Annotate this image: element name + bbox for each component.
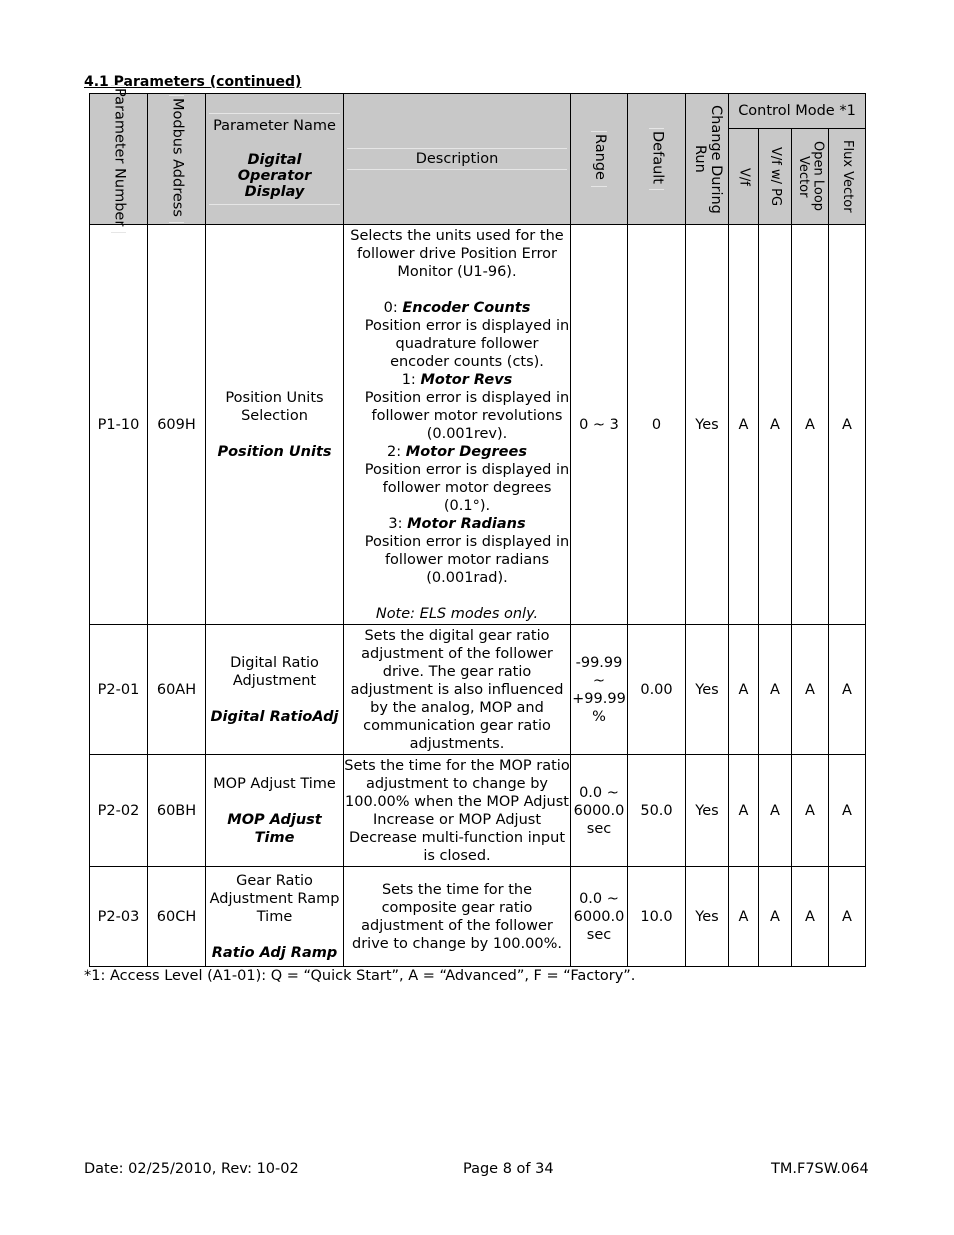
parameters-table — [89, 87, 866, 967]
cell-flux-vector: A — [829, 625, 866, 755]
header-range: Range — [571, 94, 628, 225]
cell-vf-pg: A — [759, 625, 792, 755]
cell-description: Sets the time for the MOP ratio adjustment to change by 100.00% when the MOP Adjust Increase or MOP Adjust Decrease multi-function input is closed. — [344, 755, 571, 867]
header-description: Description — [344, 94, 571, 225]
cell-flux-vector: A — [829, 225, 866, 625]
cell-param-number: P2-02 — [90, 755, 148, 867]
cell-param-name: Digital Ratio Adjustment Digital RatioAdj — [206, 625, 344, 755]
cell-description: Selects the units used for the follower drive Position Error Monitor (U1-96). 0: Encoder Counts Position error is displayed in quadrature follower encoder counts (cts). 1: Motor Revs Position error is displayed in follower motor revolutions (0.001rev). 2: Motor Degrees Position error is displayed in follower motor degrees (0.1°). 3: Motor Radians Position error is displayed in follower motor radians (0.001rad). Note: ELS modes only. — [344, 225, 571, 625]
section-title: 4.1 Parameters (continued) — [84, 74, 302, 90]
header-vf: V/f — [729, 129, 759, 225]
cell-change-during-run: Yes — [686, 625, 729, 755]
cell-vf-pg: A — [759, 755, 792, 867]
cell-open-loop-vector: A — [792, 867, 829, 967]
header-parameter-name: Parameter Name Digital Operator Display — [206, 94, 344, 225]
cell-modbus: 60AH — [148, 625, 206, 755]
cell-modbus: 609H — [148, 225, 206, 625]
cell-param-number: P2-01 — [90, 625, 148, 755]
cell-vf: A — [729, 867, 759, 967]
cell-vf: A — [729, 755, 759, 867]
cell-change-during-run: Yes — [686, 867, 729, 967]
cell-param-number: P1-10 — [90, 225, 148, 625]
header-control-mode: Control Mode *1 — [729, 94, 866, 129]
cell-default: 10.0 — [628, 867, 686, 967]
table-row — [90, 625, 866, 755]
cell-open-loop-vector: A — [792, 755, 829, 867]
header-change-during-run: Change During Run — [686, 94, 729, 225]
header-vf-pg: V/f w/ PG — [759, 129, 792, 225]
footnote: *1: Access Level (A1-01): Q = “Quick Start”, A = “Advanced”, F = “Factory”. — [84, 968, 636, 984]
cell-change-during-run: Yes — [686, 225, 729, 625]
cell-flux-vector: A — [829, 867, 866, 967]
cell-range: 0.0 ~ 6000.0 sec — [571, 867, 628, 967]
footer-date: Date: 02/25/2010, Rev: 10-02 — [84, 1161, 299, 1177]
header-row — [90, 94, 866, 129]
cell-description: Sets the time for the composite gear ratio adjustment of the follower drive to change by 100.00%. — [344, 867, 571, 967]
cell-vf: A — [729, 225, 759, 625]
table-row — [90, 225, 866, 625]
header-open-loop-vector: Open Loop Vector — [792, 129, 829, 225]
cell-param-name: MOP Adjust Time MOP Adjust Time — [206, 755, 344, 867]
cell-range: 0.0 ~ 6000.0 sec — [571, 755, 628, 867]
cell-modbus: 60BH — [148, 755, 206, 867]
cell-range: 0 ~ 3 — [571, 225, 628, 625]
footer-page-number: Page 8 of 34 — [463, 1161, 554, 1177]
cell-open-loop-vector: A — [792, 625, 829, 755]
cell-change-during-run: Yes — [686, 755, 729, 867]
table-row — [90, 867, 866, 967]
header-flux-vector: Flux Vector — [829, 129, 866, 225]
cell-vf-pg: A — [759, 867, 792, 967]
cell-default: 0 — [628, 225, 686, 625]
cell-vf-pg: A — [759, 225, 792, 625]
cell-param-name: Position Units Selection Position Units — [206, 225, 344, 625]
cell-range: -99.99 ~ +99.99 % — [571, 625, 628, 755]
header-default: Default — [628, 94, 686, 225]
cell-flux-vector: A — [829, 755, 866, 867]
table-row — [90, 755, 866, 867]
footer-doc-id: TM.F7SW.064 — [771, 1161, 869, 1177]
cell-default: 50.0 — [628, 755, 686, 867]
cell-vf: A — [729, 625, 759, 755]
cell-modbus: 60CH — [148, 867, 206, 967]
header-param-number: Parameter Number — [90, 94, 148, 225]
cell-open-loop-vector: A — [792, 225, 829, 625]
cell-param-name: Gear Ratio Adjustment Ramp Time Ratio Adj Ramp — [206, 867, 344, 967]
cell-param-number: P2-03 — [90, 867, 148, 967]
cell-description: Sets the digital gear ratio adjustment of the follower drive. The gear ratio adjustment is also influenced by the analog, MOP and communication gear ratio adjustments. — [344, 625, 571, 755]
cell-default: 0.00 — [628, 625, 686, 755]
header-modbus-address: Modbus Address — [148, 94, 206, 225]
